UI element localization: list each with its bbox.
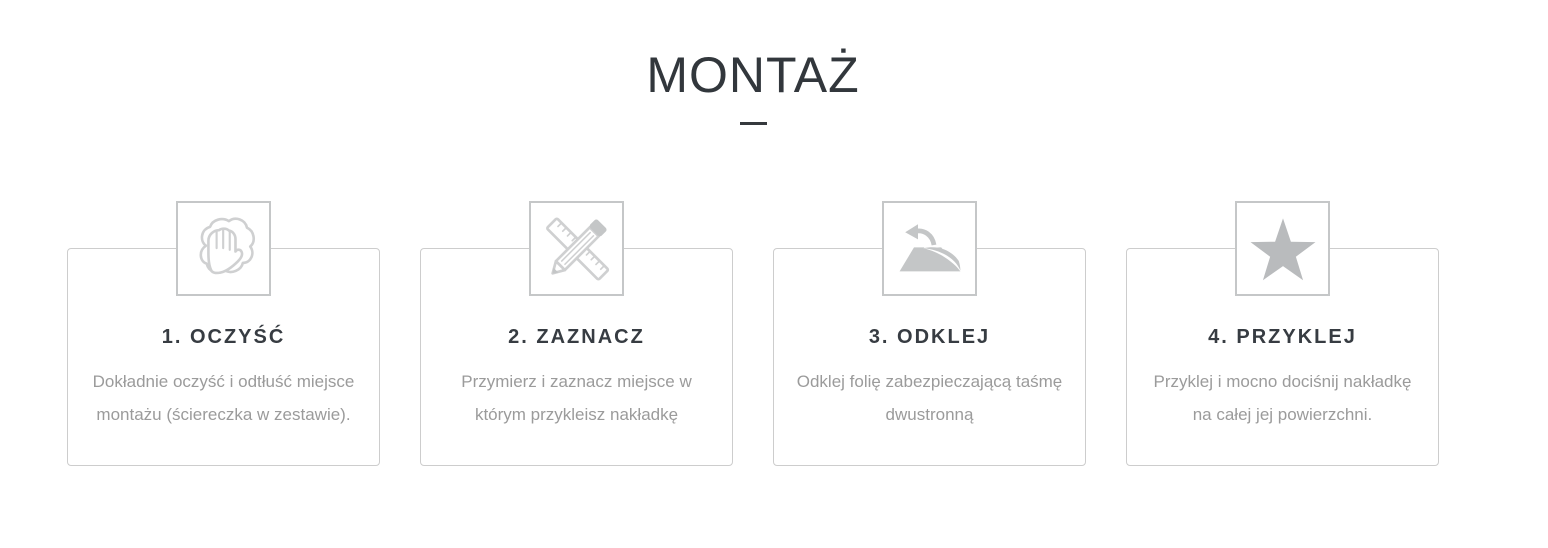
page-title: MONTAŻ bbox=[646, 47, 860, 103]
step-description: Dokładnie oczyść i odtłuść miejsce montażu (ściereczka w zestawie). bbox=[92, 372, 355, 424]
peel-tape-icon bbox=[890, 209, 970, 289]
cleaning-hand-icon bbox=[183, 208, 265, 290]
step-title: 4. PRZYKLEJ bbox=[1208, 326, 1357, 348]
icon-box bbox=[529, 201, 624, 296]
step-description: Przyklej i mocno dociśnij nakładkę na całej jej powierzchni. bbox=[1153, 372, 1412, 424]
ruler-pencil-icon bbox=[535, 207, 619, 291]
step-card-clean bbox=[67, 248, 380, 466]
step-card-stick bbox=[1126, 248, 1439, 466]
step-title: 1. OCZYŚĆ bbox=[161, 326, 286, 348]
star-icon bbox=[1238, 204, 1328, 294]
step-description: Przymierz i zaznacz miejsce w którym przykleisz nakładkę bbox=[461, 372, 692, 424]
step-title: 3. ODKLEJ bbox=[868, 326, 991, 348]
icon-box bbox=[882, 201, 977, 296]
assembly-section bbox=[67, 0, 1439, 466]
icon-box bbox=[176, 201, 271, 296]
steps-row bbox=[67, 248, 1439, 466]
step-description: Odklej folię zabezpieczającą taśmę dwustronną bbox=[796, 372, 1063, 424]
icon-box bbox=[1235, 201, 1330, 296]
step-card-mark bbox=[420, 248, 733, 466]
title-underline bbox=[740, 122, 767, 125]
step-card-peel bbox=[773, 248, 1086, 466]
step-title: 2. ZAZNACZ bbox=[508, 326, 645, 348]
